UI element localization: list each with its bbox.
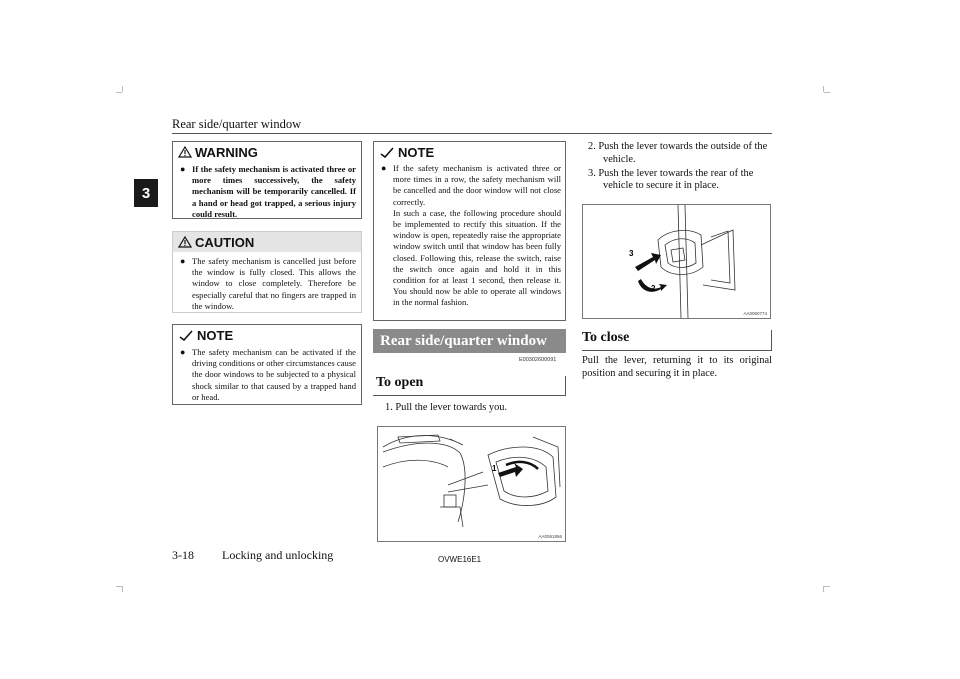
note-box-middle <box>373 141 566 321</box>
note-header-middle <box>374 142 565 162</box>
crop-mark <box>116 586 122 587</box>
warning-header <box>173 142 361 162</box>
bullet-icon: ● <box>180 256 186 266</box>
figure-push-lever <box>582 204 771 319</box>
crop-mark <box>116 92 122 93</box>
figure-step-label: 1 <box>492 464 497 473</box>
caution-header <box>173 232 361 252</box>
crop-mark <box>824 586 830 587</box>
chapter-tab: 3 <box>134 179 158 207</box>
caution-box <box>172 231 362 313</box>
warning-triangle-icon <box>178 146 192 158</box>
warning-box <box>172 141 362 219</box>
caution-item <box>177 256 356 312</box>
note-label-middle: NOTE <box>398 144 435 160</box>
note-box-left <box>172 324 362 405</box>
figure-label-2: 2 <box>651 284 656 293</box>
figure-label-3: 3 <box>629 249 634 258</box>
footer-doc-code: OVWE16E1 <box>438 555 482 564</box>
to-close-heading: To close <box>582 330 630 345</box>
footer-page-number: 3-18 <box>172 548 194 562</box>
note-text-middle-2: In such a case, the following procedure should be implemented to rectify this situation. If the window is open, repeatedly raise the appropriate window switch until that window has been fully closed. Following this, release the switch, raise the switch once again and hold it in this condition for at least 1 second, then release it. You should now be able to operate all windows in the normal fashion. <box>393 207 561 308</box>
to-open-rule-right <box>565 376 566 396</box>
crop-mark <box>122 586 123 592</box>
figure-pull-lever <box>377 426 566 542</box>
warning-text: If the safety mechanism is activated three or more times successively, the safety mechanism will be temporarily cancelled. If a hand or head got trapped, a serious injury could result. <box>192 164 356 219</box>
note-header-left <box>173 325 361 345</box>
note-item-middle <box>378 163 561 309</box>
bullet-icon: ● <box>180 347 186 357</box>
note-pencil-icon <box>379 146 395 158</box>
figure-code-push: AA0060774 <box>743 311 767 316</box>
to-open-step-1: 1. Pull the lever towards you. <box>385 402 508 413</box>
note-text-left: The safety mechanism can be activated if the driving conditions or other circumstances cause the door windows to be subjected to a physical shock similar to that caused by a trapped hand or head. <box>192 347 356 402</box>
note-item-left <box>177 347 356 403</box>
note-text-middle-1: If the safety mechanism is activated three or more times in a row, the safety mechanism will be cancelled and the door window will not close correctly. <box>393 163 561 207</box>
section-code: E00302600091 <box>519 357 557 363</box>
figure-code-open: AA0061856 <box>538 534 562 539</box>
step-2: 2. Push the lever towards the outside of the vehicle. <box>588 141 768 165</box>
steps-right <box>588 141 771 193</box>
crop-mark <box>824 92 830 93</box>
to-close-text: Pull the lever, returning it to its original position and securing it in place. <box>582 355 772 379</box>
bullet-icon: ● <box>381 163 387 173</box>
lever-illustration <box>378 427 565 541</box>
bullet-icon: ● <box>180 164 186 174</box>
page-header-title: Rear side/quarter window <box>172 117 302 131</box>
caution-label: CAUTION <box>195 234 255 250</box>
to-close-rule-right <box>771 330 772 351</box>
to-open-rule <box>373 395 566 396</box>
section-title-bar: Rear side/quarter window <box>373 329 566 353</box>
note-label-left: NOTE <box>197 327 234 343</box>
warning-label: WARNING <box>195 144 258 160</box>
header-rule <box>172 133 772 134</box>
lever-push-illustration <box>583 205 770 318</box>
to-open-heading: To open <box>376 375 424 390</box>
caution-text: The safety mechanism is cancelled just before the window is fully closed. This allows the window to close completely. Therefore be especially careful that no fingers are trapped in the window. <box>192 256 356 311</box>
to-close-rule <box>582 350 772 351</box>
note-pencil-icon <box>178 329 194 341</box>
warning-item <box>177 164 356 220</box>
step-3: 3. Push the lever towards the rear of the vehicle to secure it in place. <box>588 167 754 192</box>
caution-triangle-icon <box>178 236 192 248</box>
crop-mark <box>122 86 123 92</box>
footer-chapter: Locking and unlocking <box>222 548 334 562</box>
